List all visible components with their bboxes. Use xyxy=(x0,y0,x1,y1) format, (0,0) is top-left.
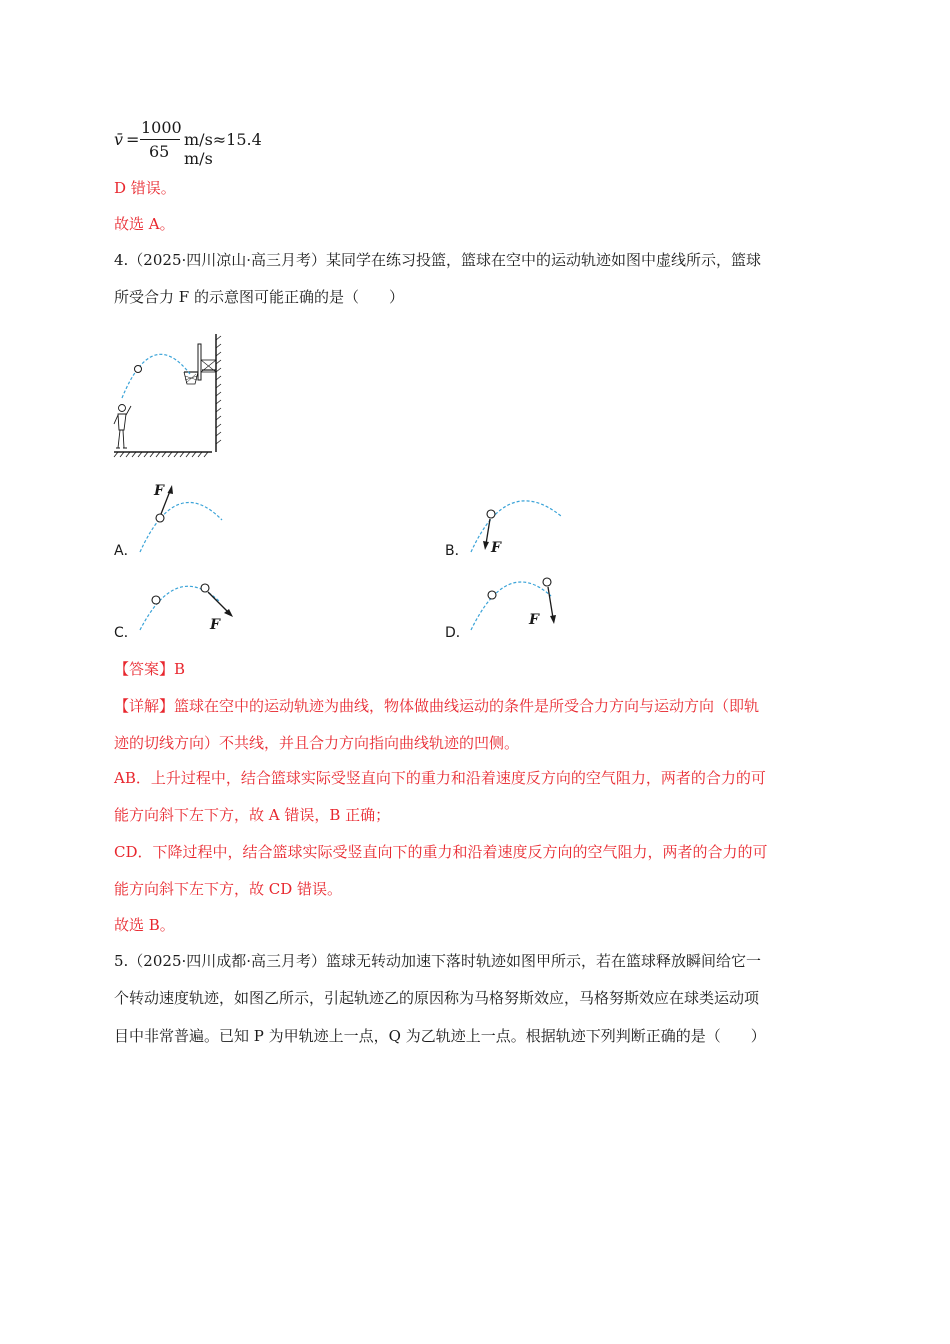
cd-explanation-line-2: 能方向斜下左下方，故 CD 错误。 xyxy=(114,880,343,898)
option-b-force-label: F xyxy=(491,540,501,556)
question-4-line-2: 所受合力 F 的示意图可能正确的是（ ） xyxy=(114,288,404,306)
option-a-figure[interactable] xyxy=(136,478,236,558)
cd-explanation-line-1: CD．下降过程中，结合篮球实际受竖直向下的重力和沿着速度反方向的空气阻力，两者的合力的可 xyxy=(114,843,768,861)
formula-result: m/s≈15.4 m/s xyxy=(184,130,262,168)
fraction-bar xyxy=(140,139,180,140)
option-a-label[interactable]: A． xyxy=(114,543,138,559)
option-d-force-label: F xyxy=(529,612,539,628)
formula-numerator: 1000 xyxy=(141,118,182,137)
option-b-label[interactable]: B． xyxy=(445,543,469,559)
option-d-figure[interactable] xyxy=(467,566,577,636)
basketball-scene-figure xyxy=(112,330,222,460)
option-a-force-label: F xyxy=(154,483,164,499)
answer-text: 【答案】B xyxy=(114,660,186,678)
d-wrong-text: D 错误。 xyxy=(114,179,176,197)
option-b-figure[interactable] xyxy=(467,478,567,558)
ab-explanation-line-1: AB．上升过程中，结合篮球实际受竖直向下的重力和沿着速度反方向的空气阻力，两者的合力的可 xyxy=(114,769,766,787)
choose-b-text: 故选 B。 xyxy=(114,916,175,934)
formula-symbol: v̄ xyxy=(114,130,124,149)
detail-line-1: 【详解】篮球在空中的运动轨迹为曲线，物体做曲线运动的条件是所受合力方向与运动方向（即轨 xyxy=(114,697,760,715)
option-c-label[interactable]: C． xyxy=(114,625,138,641)
option-d-label[interactable]: D． xyxy=(445,625,470,641)
option-c-figure[interactable] xyxy=(136,570,246,640)
formula-equals: = xyxy=(126,130,140,149)
ab-explanation-line-2: 能方向斜下左下方，故 A 错误，B 正确； xyxy=(114,806,391,824)
choose-a-text: 故选 A。 xyxy=(114,215,175,233)
question-4-line-1: 4.（2025·四川凉山·高三月考）某同学在练习投篮，篮球在空中的运动轨迹如图中虚线所示，篮球 xyxy=(114,251,762,269)
detail-line-2: 迹的切线方向）不共线，并且合力方向指向曲线轨迹的凹侧。 xyxy=(114,734,520,752)
option-c-force-label: F xyxy=(210,617,220,633)
question-5-line-1: 5.（2025·四川成都·高三月考）篮球无转动加速下落时轨迹如图甲所示，若在篮球释放瞬间给它一 xyxy=(114,952,762,970)
question-5-line-3: 目中非常普遍。已知 P 为甲轨迹上一点，Q 为乙轨迹上一点。根据轨迹下列判断正确的是（ ） xyxy=(114,1027,766,1045)
formula-denominator: 65 xyxy=(149,142,170,161)
question-5-line-2: 个转动速度轨迹，如图乙所示，引起轨迹乙的原因称为马格努斯效应，马格努斯效应在球类运动项 xyxy=(114,989,760,1007)
